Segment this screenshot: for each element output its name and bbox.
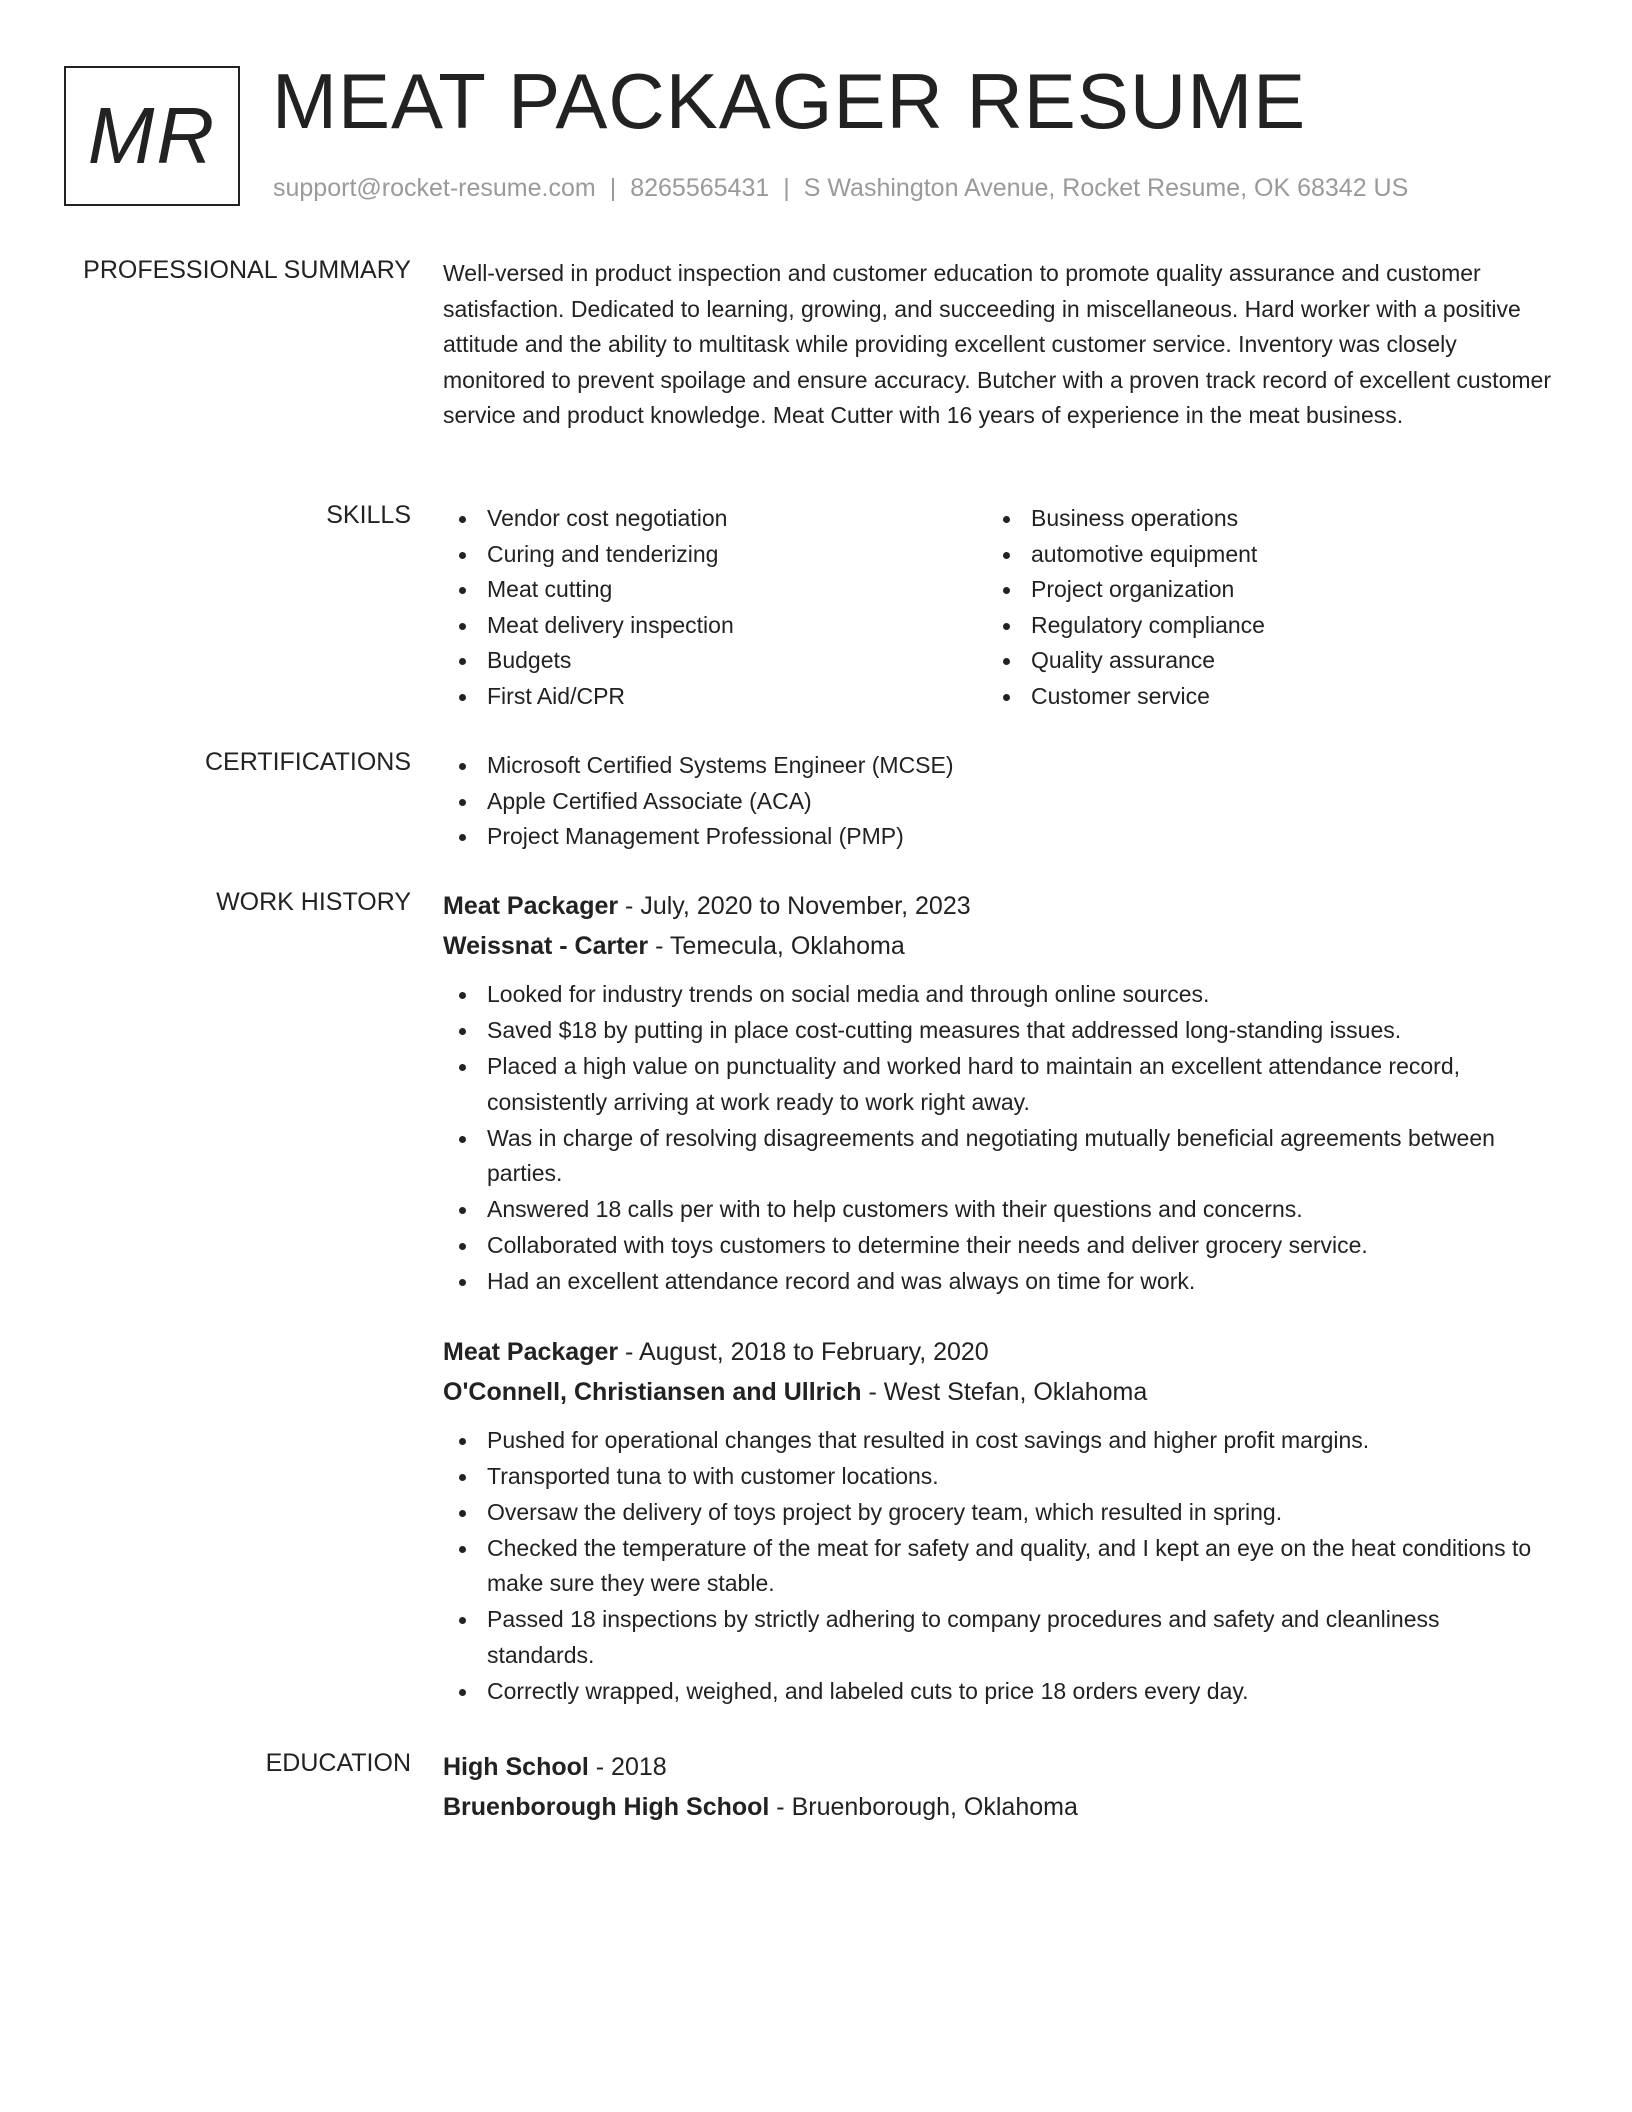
job-location: - Temecula, Oklahoma [648,932,905,960]
job-bullet: Pushed for operational changes that resulted in cost savings and higher profit margins. [443,1423,1553,1459]
job-bullet: Checked the temperature of the meat for safety and quality, and I kept an eye on the heat conditions to make sure they were stable. [443,1531,1553,1602]
skills-list-left [443,501,987,714]
work-history-label: WORK HISTORY [216,888,411,916]
skill-item: Project organization [987,572,1531,608]
skill-item: automotive equipment [987,537,1531,573]
contact-separator: | [609,174,617,202]
skills-grid [443,501,1553,714]
job-company-line [443,1372,1553,1412]
summary-label: PROFESSIONAL SUMMARY [83,256,411,284]
certifications-list [443,748,1553,855]
skill-item: Budgets [443,643,987,679]
skill-item: Quality assurance [987,643,1531,679]
job-bullet: Oversaw the delivery of toys project by grocery team, which resulted in spring. [443,1495,1553,1531]
job-bullet: Transported tuna to with customer locations. [443,1459,1553,1495]
work-history-content [443,886,1553,1710]
contact-separator: | [783,174,790,202]
job-bullet: Correctly wrapped, weighed, and labeled cuts to price 18 orders every day. [443,1674,1553,1710]
job-company-line [443,926,1553,966]
skills-list-right [987,501,1531,714]
job-bullet: Saved $18 by putting in place cost-cutting measures that addressed long-standing issues. [443,1013,1553,1049]
job-entry [443,886,1553,1300]
education-school: Bruenborough High School [443,1793,770,1821]
job-dates: - August, 2018 to February, 2020 [618,1337,989,1366]
contact-address: S Washington Avenue, Rocket Resume, OK 68342 US [803,174,1409,202]
job-bullet: Collaborated with toys customers to determine their needs and deliver grocery service. [443,1228,1553,1264]
certification-item: Apple Certified Associate (ACA) [443,784,1553,820]
education-year: - 2018 [588,1753,667,1781]
job-location: - West Stefan, Oklahoma [861,1377,1148,1406]
job-bullet: Looked for industry trends on social media and through online sources. [443,977,1553,1013]
monogram-logo: MR [64,66,240,206]
job-title: Meat Packager [443,1337,619,1366]
certification-item: Microsoft Certified Systems Engineer (MCSE) [443,748,1553,784]
skill-item: First Aid/CPR [443,679,987,715]
job-bullet: Was in charge of resolving disagreements and negotiating mutually beneficial agreements between parties. [443,1121,1553,1192]
job-bullet: Placed a high value on punctuality and worked hard to maintain an excellent attendance record, consistently arriving at work ready to work right away. [443,1049,1553,1120]
job-bullet: Passed 18 inspections by strictly adhering to company procedures and safety and cleanliness standards. [443,1602,1553,1673]
job-bullets [443,1423,1553,1710]
contact-phone: 8265565431 [630,174,770,202]
skill-item: Curing and tenderizing [443,537,987,573]
education-degree-line [443,1747,1553,1787]
job-company: Weissnat - Carter [443,932,649,960]
education-label: EDUCATION [265,1749,411,1777]
job-dates: - July, 2020 to November, 2023 [618,892,971,920]
education-location: - Bruenborough, Oklahoma [769,1793,1078,1821]
contact-email: support@rocket-resume.com [273,174,596,202]
education-degree: High School [443,1753,589,1781]
summary-content [443,256,1553,434]
contact-line [273,174,1408,203]
skill-item: Meat cutting [443,572,987,608]
job-title-line [443,1332,1553,1372]
skills-label: SKILLS [326,501,411,529]
skill-item: Vendor cost negotiation [443,501,987,537]
summary-text: Well-versed in product inspection and customer education to promote quality assurance and customer satisfaction. Dedicated to learning, growing, and succeeding in miscellaneous. Hard worker with a positive attitude and the ability to multitask while providing excellent customer service. Inventory was closely monitored to prevent spoilage and ensure accuracy. Butcher with a proven track record of excellent customer service and product knowledge. Meat Cutter with 16 years of experience in the meat business. [443,260,1551,428]
skills-content [443,501,1553,714]
job-company: O'Connell, Christiansen and Ullrich [443,1377,862,1406]
page-title: MEAT PACKAGER RESUME [272,57,1307,145]
job-title: Meat Packager [443,892,619,920]
job-bullet: Answered 18 calls per with to help customers with their questions and concerns. [443,1192,1553,1228]
job-title-line [443,886,1553,926]
job-bullet: Had an excellent attendance record and was always on time for work. [443,1264,1553,1300]
skill-item: Business operations [987,501,1531,537]
job-bullets [443,977,1553,1300]
job-entry [443,1332,1553,1710]
skill-item: Regulatory compliance [987,608,1531,644]
certifications-content [443,748,1553,855]
education-school-line [443,1787,1553,1827]
skill-item: Customer service [987,679,1531,715]
skill-item: Meat delivery inspection [443,608,987,644]
certification-item: Project Management Professional (PMP) [443,819,1553,855]
certifications-label: CERTIFICATIONS [204,748,411,776]
education-content [443,1747,1553,1827]
